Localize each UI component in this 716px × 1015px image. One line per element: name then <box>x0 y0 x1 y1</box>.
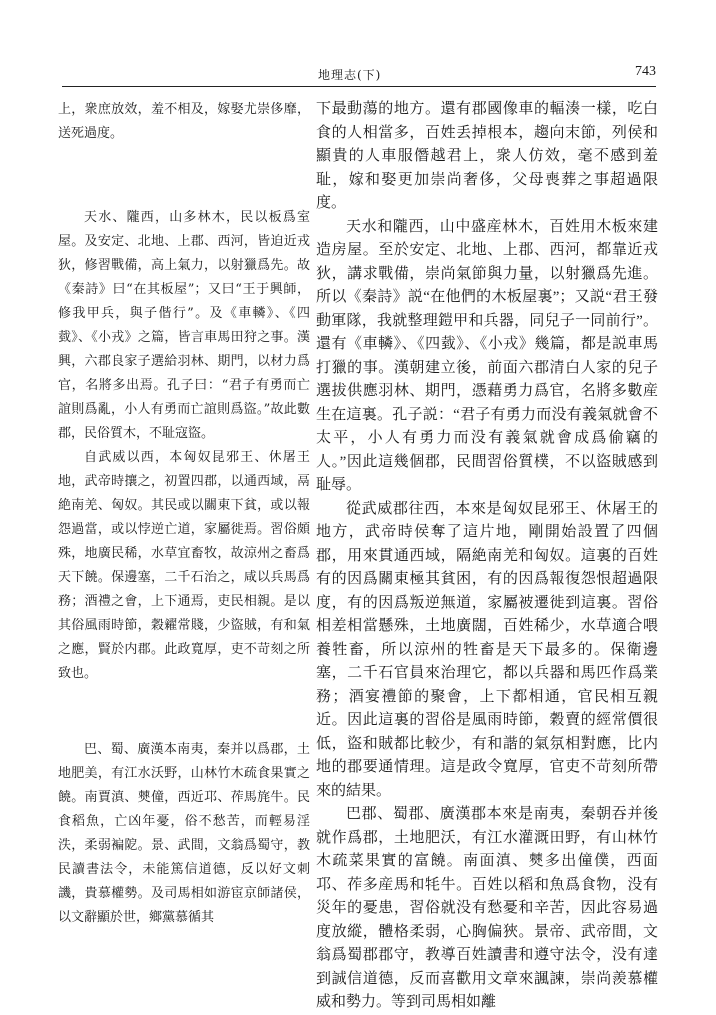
running-head: 地理志(下) <box>318 68 382 82</box>
translation-paragraph-4: 巴郡、蜀郡、廣漢郡本來是南夷，秦朝吞并後就作爲郡，土地肥沃，有江水灌溉田野，有山林竹木疏菜果實的富饒。南面滇、僰多出僮僕，西面邛、莋多産馬和牦牛。百姓以稻和魚爲食物，没有災年的憂患，習俗就没有愁憂和辛苦，因此容易過度放縱，體格柔弱，心胸偏狹。景帝、武帝間，文翁爲蜀郡郡守，教導百姓讀書和遵守法令，没有達到誠信道德，反而喜歡用文章來諷諫，崇尚羨慕權威和勢力。等到司馬相如離 <box>316 806 658 1010</box>
translation-column <box>316 98 658 1015</box>
page-header <box>62 64 656 86</box>
original-paragraph-2: 天水、隴西，山多林木，民以板爲室屋。及安定、北地、上郡、西河，皆迫近戎狄，修習戰備，高上氣力，以射獵爲先。故《秦詩》曰“在其板屋”；又曰“王于興師，修我甲兵，與子偕行”。及《車轔》、《四臷》、《小戎》之篇，皆言車馬田狩之事。漢興，六郡良家子選給羽林、期門，以材力爲官，名將多出焉。孔子曰：“君子有勇而亡誼則爲亂，小人有勇而亡誼則爲盜。”故此數郡，民俗質木，不耻寇盜。 <box>58 210 310 441</box>
translation-paragraph-3: 從武威郡往西，本來是匈奴昆邪王、休屠王的地方，武帝時侯奪了這片地，剛開始設置了四個郡，用來貫通西域，隔絶南羌和匈奴。這裏的百姓有的因爲關東極其貧困，有的因爲報復怨恨超過限度，有的因爲叛逆無道，家屬被遷徙到這裏。習俗相差相當懸殊，土地廣闊，百姓稀少，水草適合喂養牲畜，所以涼州的牲畜是天下最多的。保衛邊塞，二千石官員來治理它，都以兵器和馬匹作爲業務；酒宴禮節的聚會，上下都相通，官民相互親近。因此這裏的習俗是風雨時節，穀賣的經常價很低，盜和賊都比較少，有和諧的氣氛相對應，比内地的郡要通情理。這是政令寬厚，官吏不苛刻所帶來的結果。 <box>316 500 658 799</box>
original-paragraph-3: 自武威以西，本匈奴昆邪王、休屠王地，武帝時攘之，初置四郡，以通西域，鬲絶南羌、匈奴。其民或以關東下貧，或以報怨過當，或以悖逆亡道，家屬徙焉。習俗頗殊，地廣民稀，水草宜畜牧，故涼州之畜爲天下饒。保邊塞，二千石治之，咸以兵馬爲務；酒禮之會，上下通焉，吏民相親。是以其俗風雨時節，穀糴常賤，少盜賊，有和氣之應，賢於内郡。此政寬厚，吏不苛刻之所致也。 <box>58 450 310 681</box>
header-rule <box>62 86 656 87</box>
original-text-column <box>58 98 310 930</box>
original-paragraph-4: 巴、蜀、廣漢本南夷，秦并以爲郡，土地肥美，有江水沃野，山林竹木疏食果實之饒。南賈滇、僰僮，西近邛、莋馬旄牛。民食稻魚，亡凶年憂，俗不愁苦，而輕易淫泆，柔弱褊阸。景、武間，文翁爲蜀守，教民讀書法令，未能篤信道德，反以好文刺譏，貴慕權勢。及司馬相如游宦京師諸侯，以文辭顯於世，鄉黨慕循其 <box>58 742 310 925</box>
translation-paragraph-2: 天水和隴西，山中盛産林木，百姓用木板來建造房屋。至於安定、北地、上郡、西河，都靠近戎狄，講求戰備，崇尚氣節與力量，以射獵爲先進。所以《秦詩》説“在他們的木板屋裏”；又説“君王發動軍隊，我就整理鎧甲和兵器，同兒子一同前行”。還有《車轔》、《四臷》、《小戎》幾篇，都是説車馬打獵的事。漢朝建立後，前面六郡清白人家的兒子選拔供應羽林、期門，憑藉勇力爲官，名將多數産生在這裏。孔子説：“君子有勇力而没有義氣就會不太平，小人有勇力而没有義氣就會成爲偷竊的人。”因此這幾個郡，民間習俗質樸，不以盜賊感到耻辱。 <box>316 218 658 493</box>
original-paragraph-1: 上，衆庶放效，羞不相及，嫁娶尤崇侈靡，送死過度。 <box>58 102 310 141</box>
paragraph-gap <box>58 686 310 738</box>
page-number: 743 <box>635 64 656 79</box>
translation-paragraph-1: 下最動蕩的地方。還有郡國像車的輻湊一樣，吃白食的人相當多，百姓丢掉根本，趨向末節，列侯和顯貴的人車服僭越君上，衆人仿效，毫不感到羞耻，嫁和娶更加崇尚奢侈，父母喪葬之事超過限度。 <box>316 101 658 211</box>
paragraph-gap <box>58 146 310 206</box>
